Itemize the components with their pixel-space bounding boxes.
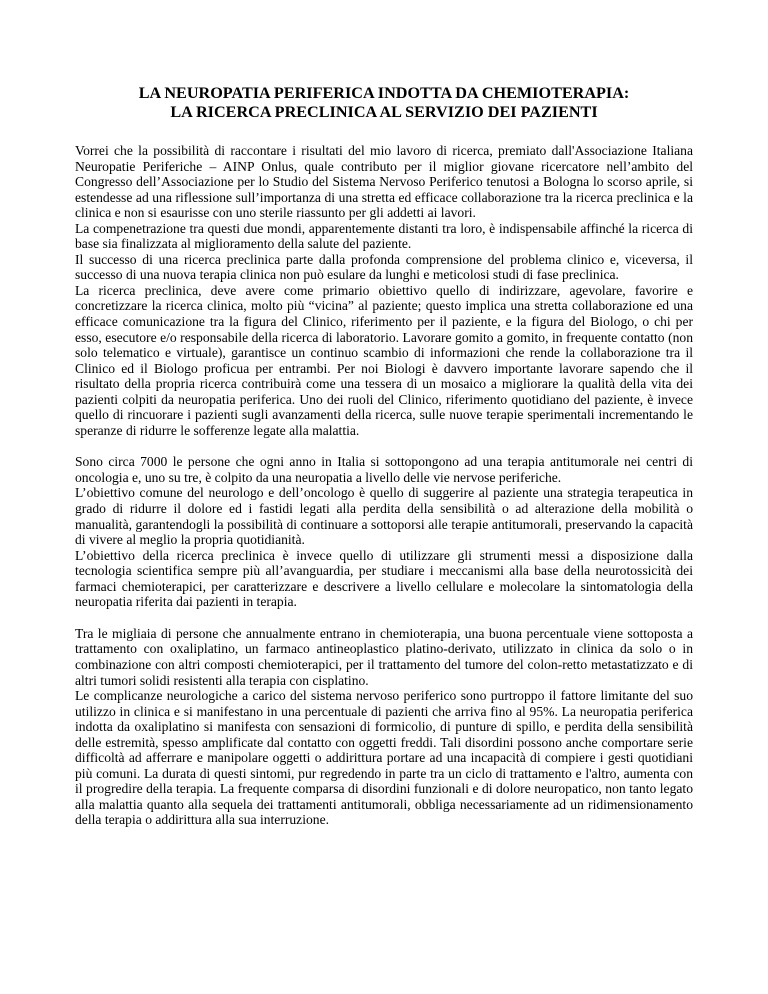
section-1 xyxy=(75,143,693,438)
paragraph: La compenetrazione tra questi due mondi, apparentemente distanti tra loro, è indispensabile affinché la ricerca di base sia finalizzata al miglioramento della salute del paziente. xyxy=(75,220,693,252)
section-gap xyxy=(75,438,693,454)
section-gap xyxy=(75,610,693,626)
document-page xyxy=(75,84,693,828)
paragraph: Sono circa 7000 le persone che ogni anno in Italia si sottopongono ad una terapia antitumorale nei centri di oncologia e, uno su tre, è colpito da una neuropatia a livello delle vie nervose periferiche. xyxy=(75,454,693,485)
document-title xyxy=(75,84,693,122)
paragraph: L’obiettivo della ricerca preclinica è invece quello di utilizzare gli strumenti messi a disposizione dalla tecnologia scientifica sempre più all’avanguardia, per studiare i meccanismi alla base della neurotossicità dei farmaci chemioterapici, per caratterizzare e descrivere a livello cellulare e molecolare la sintomatologia della neuropatia riferita dai pazienti in terapia. xyxy=(75,547,693,610)
paragraph: Vorrei che la possibilità di raccontare i risultati del mio lavoro di ricerca, premiato dall'Associazione Italiana Neuropatie Periferiche – AINP Onlus, quale contributo per il miglior giovane ricercatore nell’ambito del Congresso dell’Associazione per lo Studio del Sistema Nervoso Periferico tenutosi a Bologna lo scorso aprile, si estendesse ad una riflessione sull’importanza di una stretta ed efficace collaborazione tra la ricerca preclinica e la clinica e non si esaurisse con uno sterile riassunto per gli addetti ai lavori. xyxy=(75,143,693,221)
paragraph: Tra le migliaia di persone che annualmente entrano in chemioterapia, una buona percentuale viene sottoposta a trattamento con oxaliplatino, un farmaco antineoplastico platino-derivato, utilizzato in clinica da solo o in combinazione con altri composti chemioterapici, per il trattamento del tumore del colon-retto metastatizzato e di altri tumori solidi resistenti alla terapia con cisplatino. xyxy=(75,625,693,688)
paragraph: La ricerca preclinica, deve avere come primario obiettivo quello di indirizzare, agevolare, favorire e concretizzare la ricerca clinica, molto più “vicina” al paziente; questo implica una stretta collaborazione ed una efficace comunicazione tra la figura del Clinico, riferimento per il paziente, e la figura del Biologo, o chi per esso, esecutore e/o responsabile della ricerca di laboratorio. Lavorare gomito a gomito, in frequente contatto (non solo telematico e virtuale), garantisce un continuo scambio di informazioni che rende la collaborazione tra il Clinico ed il Biologo proficua per entrambi. Per noi Biologi è davvero importante lavorare sapendo che il risultato della propria ricerca contribuirà come una tessera di un mosaico a migliorare la qualità della vita dei pazienti colpiti da neuropatia periferica. Uno dei ruoli del Clinico, riferimento quotidiano del paziente, è invece quello di rincuorare i pazienti sugli avanzamenti della ricerca, sulle nuove terapie sperimentali incrementando le speranze di ridurre le sofferenze legate alla malattia. xyxy=(75,282,693,438)
title-line-1: LA NEUROPATIA PERIFERICA INDOTTA DA CHEMIOTERAPIA: xyxy=(138,84,630,102)
section-3 xyxy=(75,626,693,828)
paragraph: L’obiettivo comune del neurologo e dell’oncologo è quello di suggerire al paziente una strategia terapeutica in grado di ridurre il dolore ed i fastidi legati alla perdita della sensibilità o ad alterazione della mobilità o manualità, garantendogli la possibilità di continuare a sottoporsi alle terapie antitumorali, preservando la capacità di vivere al meglio la propria quotidianità. xyxy=(75,485,693,548)
paragraph: Le complicanze neurologiche a carico del sistema nervoso periferico sono purtroppo il fattore limitante del suo utilizzo in clinica e si manifestano in una percentuale di pazienti che arriva fino al 95%. La neuropatia periferica indotta da oxaliplatino si manifesta con sensazioni di formicolio, di punture di spillo, e perdita della sensibilità delle estremità, spesso amplificate dal contatto con oggetti freddi. Tali disordini possono anche comportare serie difficoltà ad afferrare e manipolare oggetti o addirittura portare ad una incapacità di compiere i gesti quotidiani più comuni. La durata di questi sintomi, pur regredendo in parte tra un ciclo di trattamento e l'altro, aumenta con il progredire della terapia. La frequente comparsa di disordini funzionali e di dolore neuropatico, non tanto legato alla malattia quanto alla sequela dei trattamenti antitumorali, obbliga necessariamente ad un ridimensionamento della terapia o addirittura alla sua interruzione. xyxy=(75,688,693,828)
section-2 xyxy=(75,454,693,609)
paragraph: Il successo di una ricerca preclinica parte dalla profonda comprensione del problema clinico e, viceversa, il successo di una nuova terapia clinica non può esulare da lunghi e meticolosi studi di fase preclinica. xyxy=(75,251,693,283)
title-line-2: LA RICERCA PRECLINICA AL SERVIZIO DEI PAZIENTI xyxy=(170,103,598,121)
